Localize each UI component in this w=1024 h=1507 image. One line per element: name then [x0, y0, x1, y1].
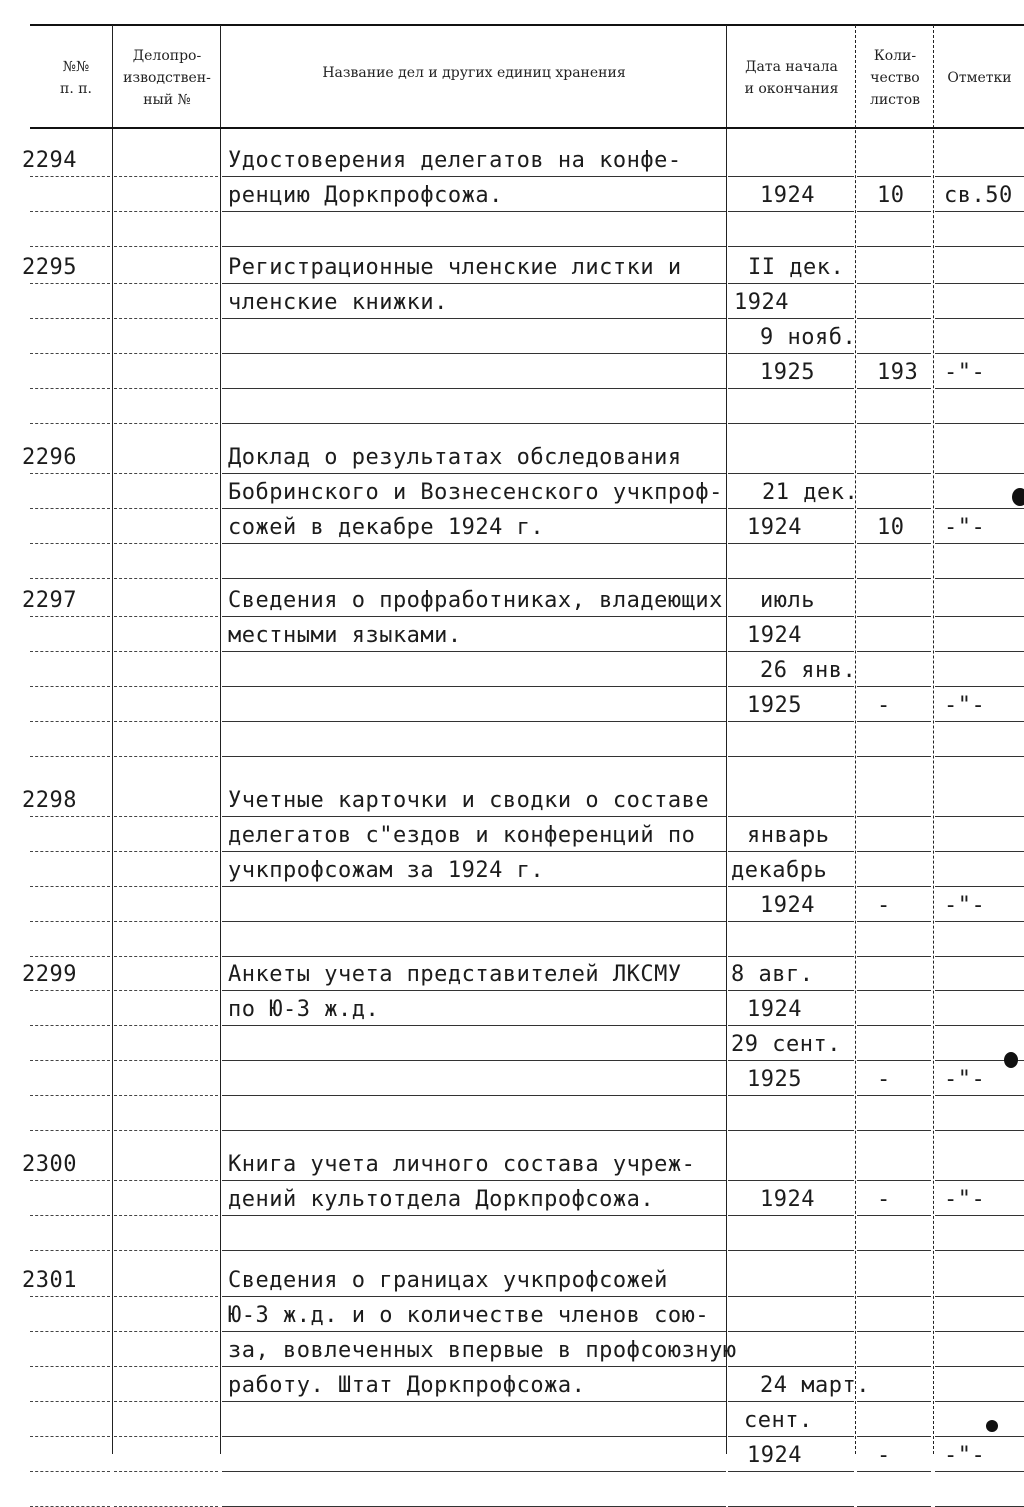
row-rule	[30, 1060, 110, 1061]
row-rule	[30, 686, 110, 687]
row-rule	[114, 1060, 218, 1061]
notes-rule	[935, 1025, 1024, 1026]
entry-title-line: ренцию Доркпрофсожа.	[228, 183, 503, 208]
header-office-number: Делопро- изводствен- ный №	[123, 48, 211, 108]
notes-rule	[935, 176, 1024, 177]
notes-rule	[935, 956, 1024, 957]
title-underline	[222, 353, 726, 354]
title-underline	[222, 616, 726, 617]
date-rule	[728, 283, 854, 284]
column-divider	[112, 25, 114, 1454]
row-rule	[30, 721, 110, 722]
date-rule	[728, 1401, 854, 1402]
row-rule	[114, 1366, 218, 1367]
title-underline	[222, 1060, 726, 1061]
entry-date-line: 24 март.	[760, 1373, 870, 1398]
sheets-rule	[857, 508, 931, 509]
row-rule	[30, 1296, 110, 1297]
sheets-rule	[857, 956, 931, 957]
sheets-rule	[857, 1130, 931, 1131]
date-rule	[728, 921, 854, 922]
entry-date-line: 1925	[747, 693, 802, 718]
notes-rule	[935, 283, 1024, 284]
title-underline	[222, 956, 726, 957]
entry-number: 2297	[22, 588, 77, 613]
row-rule	[114, 283, 218, 284]
entry-date-line: 8 авг.	[731, 962, 814, 987]
entry-date-line: 1924	[747, 997, 802, 1022]
row-rule	[30, 211, 110, 212]
entry-date-line: 1924	[747, 515, 802, 540]
entry-date-line: 21 дек.	[762, 480, 859, 505]
date-rule	[728, 990, 854, 991]
date-rule	[728, 1331, 854, 1332]
notes-rule	[935, 1180, 1024, 1181]
date-rule	[728, 956, 854, 957]
title-underline	[222, 990, 726, 991]
title-underline	[222, 473, 726, 474]
column-divider	[855, 25, 857, 1454]
date-rule	[728, 1130, 854, 1131]
entry-sheet-count: 10	[877, 515, 905, 540]
date-rule	[728, 1060, 854, 1061]
date-rule	[728, 1471, 854, 1472]
header-number: №№ п. п.	[59, 59, 92, 97]
row-rule	[30, 1401, 110, 1402]
title-underline	[222, 1296, 726, 1297]
row-rule	[30, 1095, 110, 1096]
sheets-rule	[857, 211, 931, 212]
sheets-rule	[857, 816, 931, 817]
sheets-rule	[857, 246, 931, 247]
notes-rule	[935, 1215, 1024, 1216]
entry-number: 2296	[22, 445, 77, 470]
sheets-rule	[857, 851, 931, 852]
title-underline	[222, 1025, 726, 1026]
entry-title-line: Сведения о границах учкпрофсожей	[228, 1268, 668, 1293]
date-rule	[728, 686, 854, 687]
notes-rule	[935, 353, 1024, 354]
notes-rule	[935, 851, 1024, 852]
row-rule	[30, 1215, 110, 1216]
header-top-rule	[30, 24, 1024, 26]
sheets-rule	[857, 1471, 931, 1472]
notes-rule	[935, 756, 1024, 757]
row-rule	[114, 1401, 218, 1402]
entry-title-line: местными языками.	[228, 623, 462, 648]
notes-rule	[935, 1250, 1024, 1251]
header-title: Название дел и других единиц хранения	[322, 65, 626, 81]
title-underline	[222, 1401, 726, 1402]
entry-number: 2300	[22, 1152, 77, 1177]
row-rule	[114, 721, 218, 722]
row-rule	[30, 353, 110, 354]
title-underline	[222, 686, 726, 687]
title-underline	[222, 816, 726, 817]
header-dates: Дата начала и окончания	[744, 59, 839, 97]
title-underline	[222, 388, 726, 389]
title-underline	[222, 1130, 726, 1131]
notes-rule	[935, 388, 1024, 389]
sheets-rule	[857, 651, 931, 652]
title-underline	[222, 176, 726, 177]
row-rule	[114, 1250, 218, 1251]
date-rule	[728, 578, 854, 579]
entry-sheet-count: -	[877, 693, 891, 718]
notes-rule	[935, 578, 1024, 579]
sheets-rule	[857, 1401, 931, 1402]
entry-title-line: по Ю-З ж.д.	[228, 997, 380, 1022]
entry-date-line: 26 янв.	[760, 658, 857, 683]
entry-title-line: Регистрационные членские листки и	[228, 255, 682, 280]
sheets-rule	[857, 388, 931, 389]
row-rule	[114, 318, 218, 319]
row-rule	[30, 508, 110, 509]
row-rule	[30, 1130, 110, 1131]
entry-title-line: Учетные карточки и сводки о составе	[228, 788, 710, 813]
entry-date-line: 1924	[747, 1443, 802, 1468]
date-rule	[728, 176, 854, 177]
sheets-rule	[857, 1331, 931, 1332]
entry-sheet-count: -	[877, 1443, 891, 1468]
title-underline	[222, 721, 726, 722]
sheets-rule	[857, 990, 931, 991]
entry-date-line: 29 сент.	[731, 1032, 841, 1057]
date-rule	[728, 616, 854, 617]
date-rule	[728, 246, 854, 247]
row-rule	[114, 211, 218, 212]
row-rule	[30, 578, 110, 579]
title-underline	[222, 543, 726, 544]
title-underline	[222, 756, 726, 757]
sheets-rule	[857, 756, 931, 757]
row-rule	[114, 886, 218, 887]
date-rule	[728, 651, 854, 652]
notes-rule	[935, 543, 1024, 544]
title-underline	[222, 1095, 726, 1096]
entry-title-line: Ю-З ж.д. и о количестве членов сою-	[228, 1303, 710, 1328]
row-rule	[30, 473, 110, 474]
entry-title-line: сожей в декабре 1924 г.	[228, 515, 545, 540]
row-rule	[30, 886, 110, 887]
row-rule	[30, 651, 110, 652]
row-rule	[114, 1025, 218, 1026]
title-underline	[222, 508, 726, 509]
row-rule	[114, 423, 218, 424]
title-underline	[222, 1331, 726, 1332]
entry-notes: -"-	[944, 360, 986, 385]
row-rule	[114, 1471, 218, 1472]
row-rule	[114, 816, 218, 817]
sheets-rule	[857, 1366, 931, 1367]
notes-rule	[935, 1296, 1024, 1297]
entry-date-line: 1924	[734, 290, 789, 315]
entry-date-line: декабрь	[731, 858, 828, 883]
row-rule	[30, 616, 110, 617]
sheets-rule	[857, 473, 931, 474]
entry-date-line: II дек.	[748, 255, 845, 280]
row-rule	[30, 246, 110, 247]
sheets-rule	[857, 1180, 931, 1181]
title-underline	[222, 921, 726, 922]
date-rule	[728, 886, 854, 887]
header-notes: Отметки	[947, 70, 1012, 86]
row-rule	[114, 176, 218, 177]
sheets-rule	[857, 1296, 931, 1297]
date-rule	[728, 388, 854, 389]
notes-rule	[935, 1471, 1024, 1472]
title-underline	[222, 1215, 726, 1216]
row-rule	[30, 956, 110, 957]
date-rule	[728, 1215, 854, 1216]
entry-title-line: за, вовлеченных впервые в профсоюзную	[228, 1338, 737, 1363]
sheets-rule	[857, 1250, 931, 1251]
title-underline	[222, 1366, 726, 1367]
sheets-rule	[857, 353, 931, 354]
row-rule	[114, 1215, 218, 1216]
entry-date-line: 1924	[760, 183, 815, 208]
notes-rule	[935, 721, 1024, 722]
date-rule	[728, 1180, 854, 1181]
row-rule	[114, 353, 218, 354]
entry-notes: -"-	[944, 693, 986, 718]
entry-notes: -"-	[944, 1187, 986, 1212]
row-rule	[114, 543, 218, 544]
notes-rule	[935, 651, 1024, 652]
row-rule	[30, 1180, 110, 1181]
entry-number: 2295	[22, 255, 77, 280]
row-rule	[30, 1366, 110, 1367]
entry-date-line: 1924	[747, 623, 802, 648]
sheets-rule	[857, 578, 931, 579]
notes-rule	[935, 508, 1024, 509]
date-rule	[728, 1025, 854, 1026]
entry-date-line: январь	[747, 823, 830, 848]
entry-title-line: учкпрофсожам за 1924 г.	[228, 858, 545, 883]
notes-rule	[935, 1401, 1024, 1402]
notes-rule	[935, 816, 1024, 817]
entry-sheet-count: 10	[877, 183, 905, 208]
row-rule	[114, 388, 218, 389]
sheets-rule	[857, 318, 931, 319]
row-rule	[114, 686, 218, 687]
row-rule	[114, 508, 218, 509]
entry-sheet-count: -	[877, 1187, 891, 1212]
title-underline	[222, 1471, 726, 1472]
notes-rule	[935, 990, 1024, 991]
entry-date-line: 9 нояб.	[760, 325, 857, 350]
entry-date-line: 1924	[760, 1187, 815, 1212]
row-rule	[114, 473, 218, 474]
entry-date-line: 1925	[747, 1067, 802, 1092]
notes-rule	[935, 616, 1024, 617]
date-rule	[728, 423, 854, 424]
entry-title-line: дений культотдела Доркпрофсожа.	[228, 1187, 655, 1212]
sheets-rule	[857, 423, 931, 424]
title-underline	[222, 651, 726, 652]
header-bottom-rule	[30, 127, 1024, 129]
notes-rule	[935, 886, 1024, 887]
entry-title-line: членские книжки.	[228, 290, 448, 315]
entry-sheet-count: -	[877, 1067, 891, 1092]
row-rule	[114, 1130, 218, 1131]
title-underline	[222, 1180, 726, 1181]
row-rule	[114, 1180, 218, 1181]
date-rule	[728, 1436, 854, 1437]
title-underline	[222, 318, 726, 319]
notes-rule	[935, 473, 1024, 474]
sheets-rule	[857, 886, 931, 887]
notes-rule	[935, 1366, 1024, 1367]
column-divider	[220, 25, 222, 1454]
title-underline	[222, 246, 726, 247]
title-underline	[222, 886, 726, 887]
date-rule	[728, 816, 854, 817]
entry-title-line: Удостоверения делегатов на конфе-	[228, 148, 682, 173]
notes-rule	[935, 1130, 1024, 1131]
ink-blot	[986, 1420, 998, 1432]
title-underline	[222, 578, 726, 579]
sheets-rule	[857, 1095, 931, 1096]
column-divider	[933, 25, 935, 1454]
row-rule	[114, 1331, 218, 1332]
sheets-rule	[857, 283, 931, 284]
sheets-rule	[857, 1060, 931, 1061]
entry-date-line: сент.	[744, 1408, 813, 1433]
row-rule	[114, 578, 218, 579]
sheets-rule	[857, 1436, 931, 1437]
date-rule	[728, 756, 854, 757]
row-rule	[30, 921, 110, 922]
row-rule	[114, 851, 218, 852]
sheets-rule	[857, 686, 931, 687]
row-rule	[30, 816, 110, 817]
entry-title-line: делегатов с"ездов и конференций по	[228, 823, 696, 848]
title-underline	[222, 283, 726, 284]
entry-date-line: июль	[760, 588, 815, 613]
row-rule	[114, 921, 218, 922]
date-rule	[728, 721, 854, 722]
sheets-rule	[857, 721, 931, 722]
entry-title-line: Доклад о результатах обследования	[228, 445, 682, 470]
row-rule	[30, 1436, 110, 1437]
row-rule	[114, 990, 218, 991]
notes-rule	[935, 686, 1024, 687]
row-rule	[114, 956, 218, 957]
date-rule	[728, 543, 854, 544]
date-rule	[728, 211, 854, 212]
entry-sheet-count: 193	[877, 360, 919, 385]
entry-date-line: 1924	[760, 893, 815, 918]
row-rule	[30, 176, 110, 177]
entry-title-line: Сведения о профработниках, владеющих	[228, 588, 723, 613]
notes-rule	[935, 1436, 1024, 1437]
row-rule	[114, 651, 218, 652]
notes-rule	[935, 1331, 1024, 1332]
entry-notes: -"-	[944, 893, 986, 918]
row-rule	[30, 388, 110, 389]
entry-notes: св.50	[944, 183, 1013, 208]
notes-rule	[935, 211, 1024, 212]
notes-rule	[935, 1095, 1024, 1096]
entry-number: 2294	[22, 148, 77, 173]
entry-title-line: Анкеты учета представителей ЛКСМУ	[228, 962, 682, 987]
column-divider	[726, 25, 728, 1454]
entry-number: 2298	[22, 788, 77, 813]
date-rule	[728, 353, 854, 354]
header-sheets: Коли- чество листов	[869, 48, 921, 108]
date-rule	[728, 851, 854, 852]
title-underline	[222, 211, 726, 212]
row-rule	[114, 756, 218, 757]
row-rule	[30, 1331, 110, 1332]
title-underline	[222, 423, 726, 424]
sheets-rule	[857, 616, 931, 617]
date-rule	[728, 318, 854, 319]
ink-blot	[1004, 1052, 1018, 1068]
entry-notes: -"-	[944, 1067, 986, 1092]
sheets-rule	[857, 543, 931, 544]
entry-sheet-count: -	[877, 893, 891, 918]
notes-rule	[935, 246, 1024, 247]
row-rule	[30, 283, 110, 284]
row-rule	[30, 851, 110, 852]
row-rule	[30, 1471, 110, 1472]
date-rule	[728, 1366, 854, 1367]
title-underline	[222, 1250, 726, 1251]
entry-number: 2301	[22, 1268, 77, 1293]
notes-rule	[935, 921, 1024, 922]
row-rule	[30, 1250, 110, 1251]
notes-rule	[935, 318, 1024, 319]
row-rule	[114, 246, 218, 247]
row-rule	[114, 616, 218, 617]
date-rule	[728, 473, 854, 474]
sheets-rule	[857, 1215, 931, 1216]
date-rule	[728, 1095, 854, 1096]
row-rule	[30, 990, 110, 991]
entry-notes: -"-	[944, 1443, 986, 1468]
row-rule	[114, 1436, 218, 1437]
row-rule	[114, 1296, 218, 1297]
date-rule	[728, 1296, 854, 1297]
entry-title-line: работу. Штат Доркпрофсожа.	[228, 1373, 586, 1398]
title-underline	[222, 1436, 726, 1437]
title-underline	[222, 851, 726, 852]
row-rule	[30, 423, 110, 424]
row-rule	[30, 543, 110, 544]
entry-notes: -"-	[944, 515, 986, 540]
notes-rule	[935, 423, 1024, 424]
row-rule	[30, 1025, 110, 1026]
date-rule	[728, 508, 854, 509]
entry-date-line: 1925	[760, 360, 815, 385]
entry-title-line: Бобринского и Вознесенского учкпроф-	[228, 480, 723, 505]
sheets-rule	[857, 921, 931, 922]
entry-number: 2299	[22, 962, 77, 987]
sheets-rule	[857, 176, 931, 177]
row-rule	[30, 756, 110, 757]
ink-blot	[1012, 488, 1024, 506]
entry-title-line: Книга учета личного состава учреж-	[228, 1152, 696, 1177]
sheets-rule	[857, 1025, 931, 1026]
date-rule	[728, 1250, 854, 1251]
row-rule	[30, 318, 110, 319]
row-rule	[114, 1095, 218, 1096]
